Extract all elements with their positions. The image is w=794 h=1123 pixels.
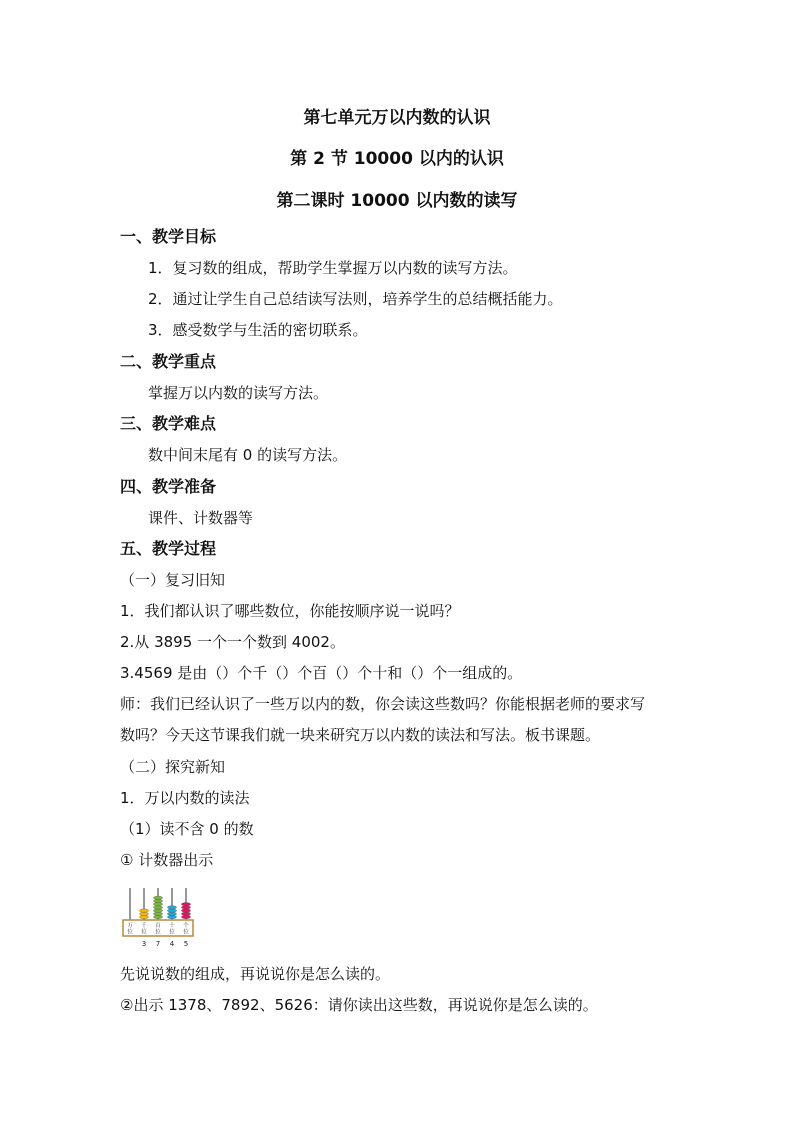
heading-preparation: 四、教学准备	[120, 477, 217, 496]
process-line: 1．万以内数的读法	[120, 789, 250, 807]
abacus-place-label: 位	[141, 929, 147, 936]
abacus-place-label: 万	[127, 923, 133, 929]
process-line: 3.4569 是由（）个千（）个百（）个十和（）个一组成的。	[120, 664, 523, 682]
key-points-text: 掌握万以内数的读写方法。	[148, 384, 329, 402]
abacus-bead	[153, 909, 162, 912]
process-line: ① 计数器出示	[120, 851, 214, 869]
abacus-bead	[139, 915, 148, 918]
abacus-place-label: 位	[155, 929, 161, 936]
process-line: 先说说数的组成，再说说你是怎么读的。	[120, 965, 391, 983]
heading-difficulties: 三、教学难点	[120, 414, 217, 433]
abacus-bead	[181, 909, 190, 912]
heading-teaching-goals: 一、教学目标	[120, 227, 217, 246]
process-line: ②出示 1378、7892、5626：请你读出这些数，再说说你是怎么读的。	[120, 996, 598, 1014]
subheading-review: （一）复习旧知	[120, 571, 226, 589]
abacus-digit: 7	[155, 940, 161, 948]
abacus-place-label: 千	[141, 923, 147, 929]
abacus-bead	[167, 909, 176, 912]
lesson-title: 第二课时 10000 以内数的读写	[276, 191, 518, 211]
abacus-bead	[153, 896, 162, 899]
difficulties-text: 数中间末尾有 0 的读写方法。	[148, 446, 348, 464]
process-line: 1．我们都认识了哪些数位，你能按顺序说一说吗？	[120, 602, 460, 620]
process-line: 2.从 3895 一个一个数到 4002。	[120, 633, 345, 651]
preparation-text: 课件、计数器等	[148, 509, 254, 527]
abacus-bead	[167, 915, 176, 918]
abacus-place-label: 个	[183, 923, 189, 929]
abacus-bead	[153, 903, 162, 906]
abacus-digit: 4	[169, 940, 175, 948]
abacus-bead	[153, 906, 162, 909]
unit-title: 第七单元万以内数的认识	[303, 108, 491, 128]
abacus-bead	[153, 899, 162, 902]
section-title: 第 2 节 10000 以内的认识	[290, 149, 504, 169]
goal-item: 1．复习数的组成，帮助学生掌握万以内数的读写方法。	[148, 259, 518, 277]
process-line: （1）读不含 0 的数	[120, 820, 254, 838]
abacus-bead	[167, 912, 176, 915]
abacus-bead	[181, 915, 190, 918]
abacus-figure	[121, 886, 197, 950]
teacher-line: 数吗？今天这节课我们就一块来研究万以内数的读法和写法。板书课题。	[120, 726, 601, 744]
abacus-bead	[139, 909, 148, 912]
goal-item: 2．通过让学生自己总结读写法则，培养学生的总结概括能力。	[148, 290, 563, 308]
abacus-place-label: 位	[127, 929, 133, 936]
subheading-explore: （二）探究新知	[120, 758, 226, 776]
abacus-bead	[167, 906, 176, 909]
teacher-line: 师：我们已经认识了一些万以内的数，你会读这些数吗？你能根据老师的要求写	[120, 695, 646, 713]
abacus-bead	[181, 903, 190, 906]
heading-key-points: 二、教学重点	[120, 352, 217, 371]
abacus-bead	[153, 915, 162, 918]
abacus-digit-labels	[142, 940, 188, 948]
abacus-bead	[139, 912, 148, 915]
abacus-digit: 3	[141, 940, 147, 948]
abacus-bead	[153, 912, 162, 915]
abacus-place-label: 位	[169, 929, 175, 936]
abacus-place-label: 百	[155, 923, 161, 929]
abacus-bead	[181, 912, 190, 915]
abacus-place-label: 位	[183, 929, 189, 936]
abacus-beads	[139, 896, 190, 919]
heading-process: 五、教学过程	[120, 539, 217, 558]
goal-item: 3．感受数学与生活的密切联系。	[148, 321, 368, 339]
abacus-digit: 5	[183, 940, 189, 948]
abacus-bead	[181, 906, 190, 909]
abacus-place-label: 十	[169, 923, 175, 929]
